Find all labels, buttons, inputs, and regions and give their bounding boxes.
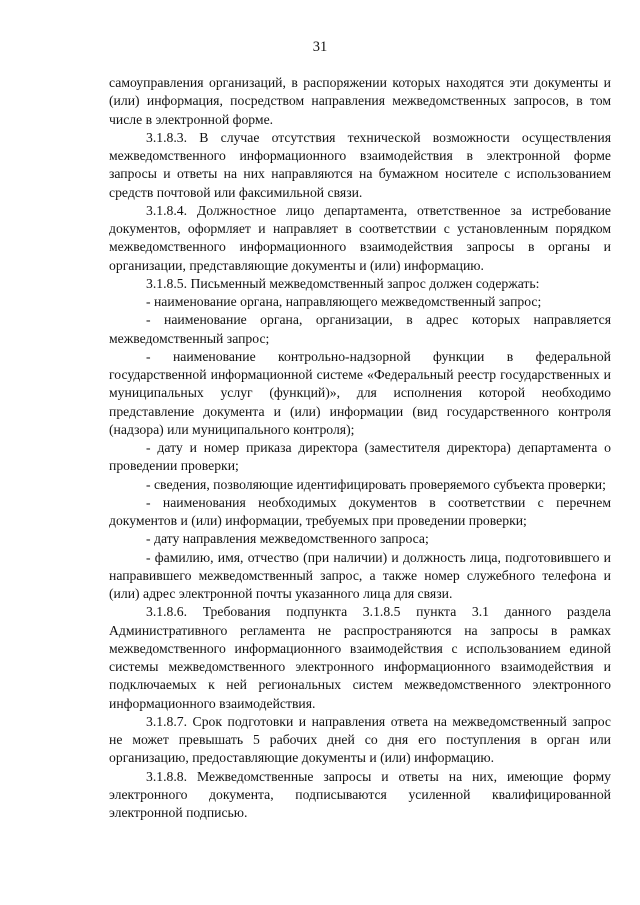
paragraph-continuation: самоуправления организаций, в распоряжении которых находятся эти документы и (или) информация, посредством направления межведомственных запросов, в том числе в электронной форме.: [109, 75, 611, 127]
paragraph-3-1-8-7: 3.1.8.7. Срок подготовки и направления ответа на межведомственный запрос не может превышать 5 рабочих дней со дня его поступления в орган или организацию, предоставляющие документы и (или) информацию.: [109, 713, 611, 766]
page-number: 31: [312, 39, 328, 55]
list-item: - сведения, позволяющие идентифицировать проверяемого субъекта проверки;: [146, 476, 606, 492]
list-item: - фамилию, имя, отчество (при наличии) и должность лица, подготовившего и направившего межведомственный запрос, а также номер служебного телефона и (или) адрес электронной почты указанного лица для связи.: [109, 549, 611, 601]
paragraph-3-1-8-4: 3.1.8.4. Должностное лицо департамента, ответственное за истребование документов, оформляет и направляет в соответствии с установленным порядком межведомственного информационного взаимодействия запросы в органы и организации, представляющие документы и (или) информацию.: [109, 202, 611, 273]
list-item: - наименования необходимых документов в соответствии с перечнем документов и (или) информации, требуемых при проведении проверки;: [109, 494, 611, 528]
paragraph-3-1-8-6: 3.1.8.6. Требования подпункта 3.1.8.5 пункта 3.1 данного раздела Административного регламента не распространяются на запросы в рамках межведомственного информационного взаимодействия с использованием единой системы межведомственного электронного информационного взаимодействия и подключаемых к ней региональных систем межведомственного электронного информационного взаимодействия.: [109, 604, 611, 711]
list-item: - дату направления межведомственного запроса;: [146, 531, 429, 547]
list-item: - дату и номер приказа директора (заместителя директора) департамента о проведении проверки;: [109, 440, 611, 474]
list-item: - наименование органа, направляющего межведомственный запрос;: [146, 294, 542, 309]
paragraph-3-1-8-3: 3.1.8.3. В случае отсутствия технической возможности осуществления межведомственного информационного взаимодействия в электронной форме запросы и ответы на них направляются на бумажном носителе с использованием средств почтовой или факсимильной связи.: [109, 129, 611, 200]
list-item: - наименование контрольно-надзорной функции в федеральной государственной информационной системе «Федеральный реестр государственных и муниципальных услуг (функций)», для исполнения которой необходимо представление документа и (или) информации (вид государственного контроля (надзора) или муниципального контроля);: [109, 348, 611, 437]
list-item: - наименование органа, организации, в адрес которых направляется межведомственный запрос;: [109, 312, 611, 346]
paragraph-3-1-8-5: 3.1.8.5. Письменный межведомственный запрос должен содержать:: [146, 275, 540, 291]
paragraph-3-1-8-8: 3.1.8.8. Межведомственные запросы и ответы на них, имеющие форму электронного документа, подписываются усиленной квалифицированной электронной подписью.: [109, 768, 611, 820]
document-body: [109, 74, 611, 822]
